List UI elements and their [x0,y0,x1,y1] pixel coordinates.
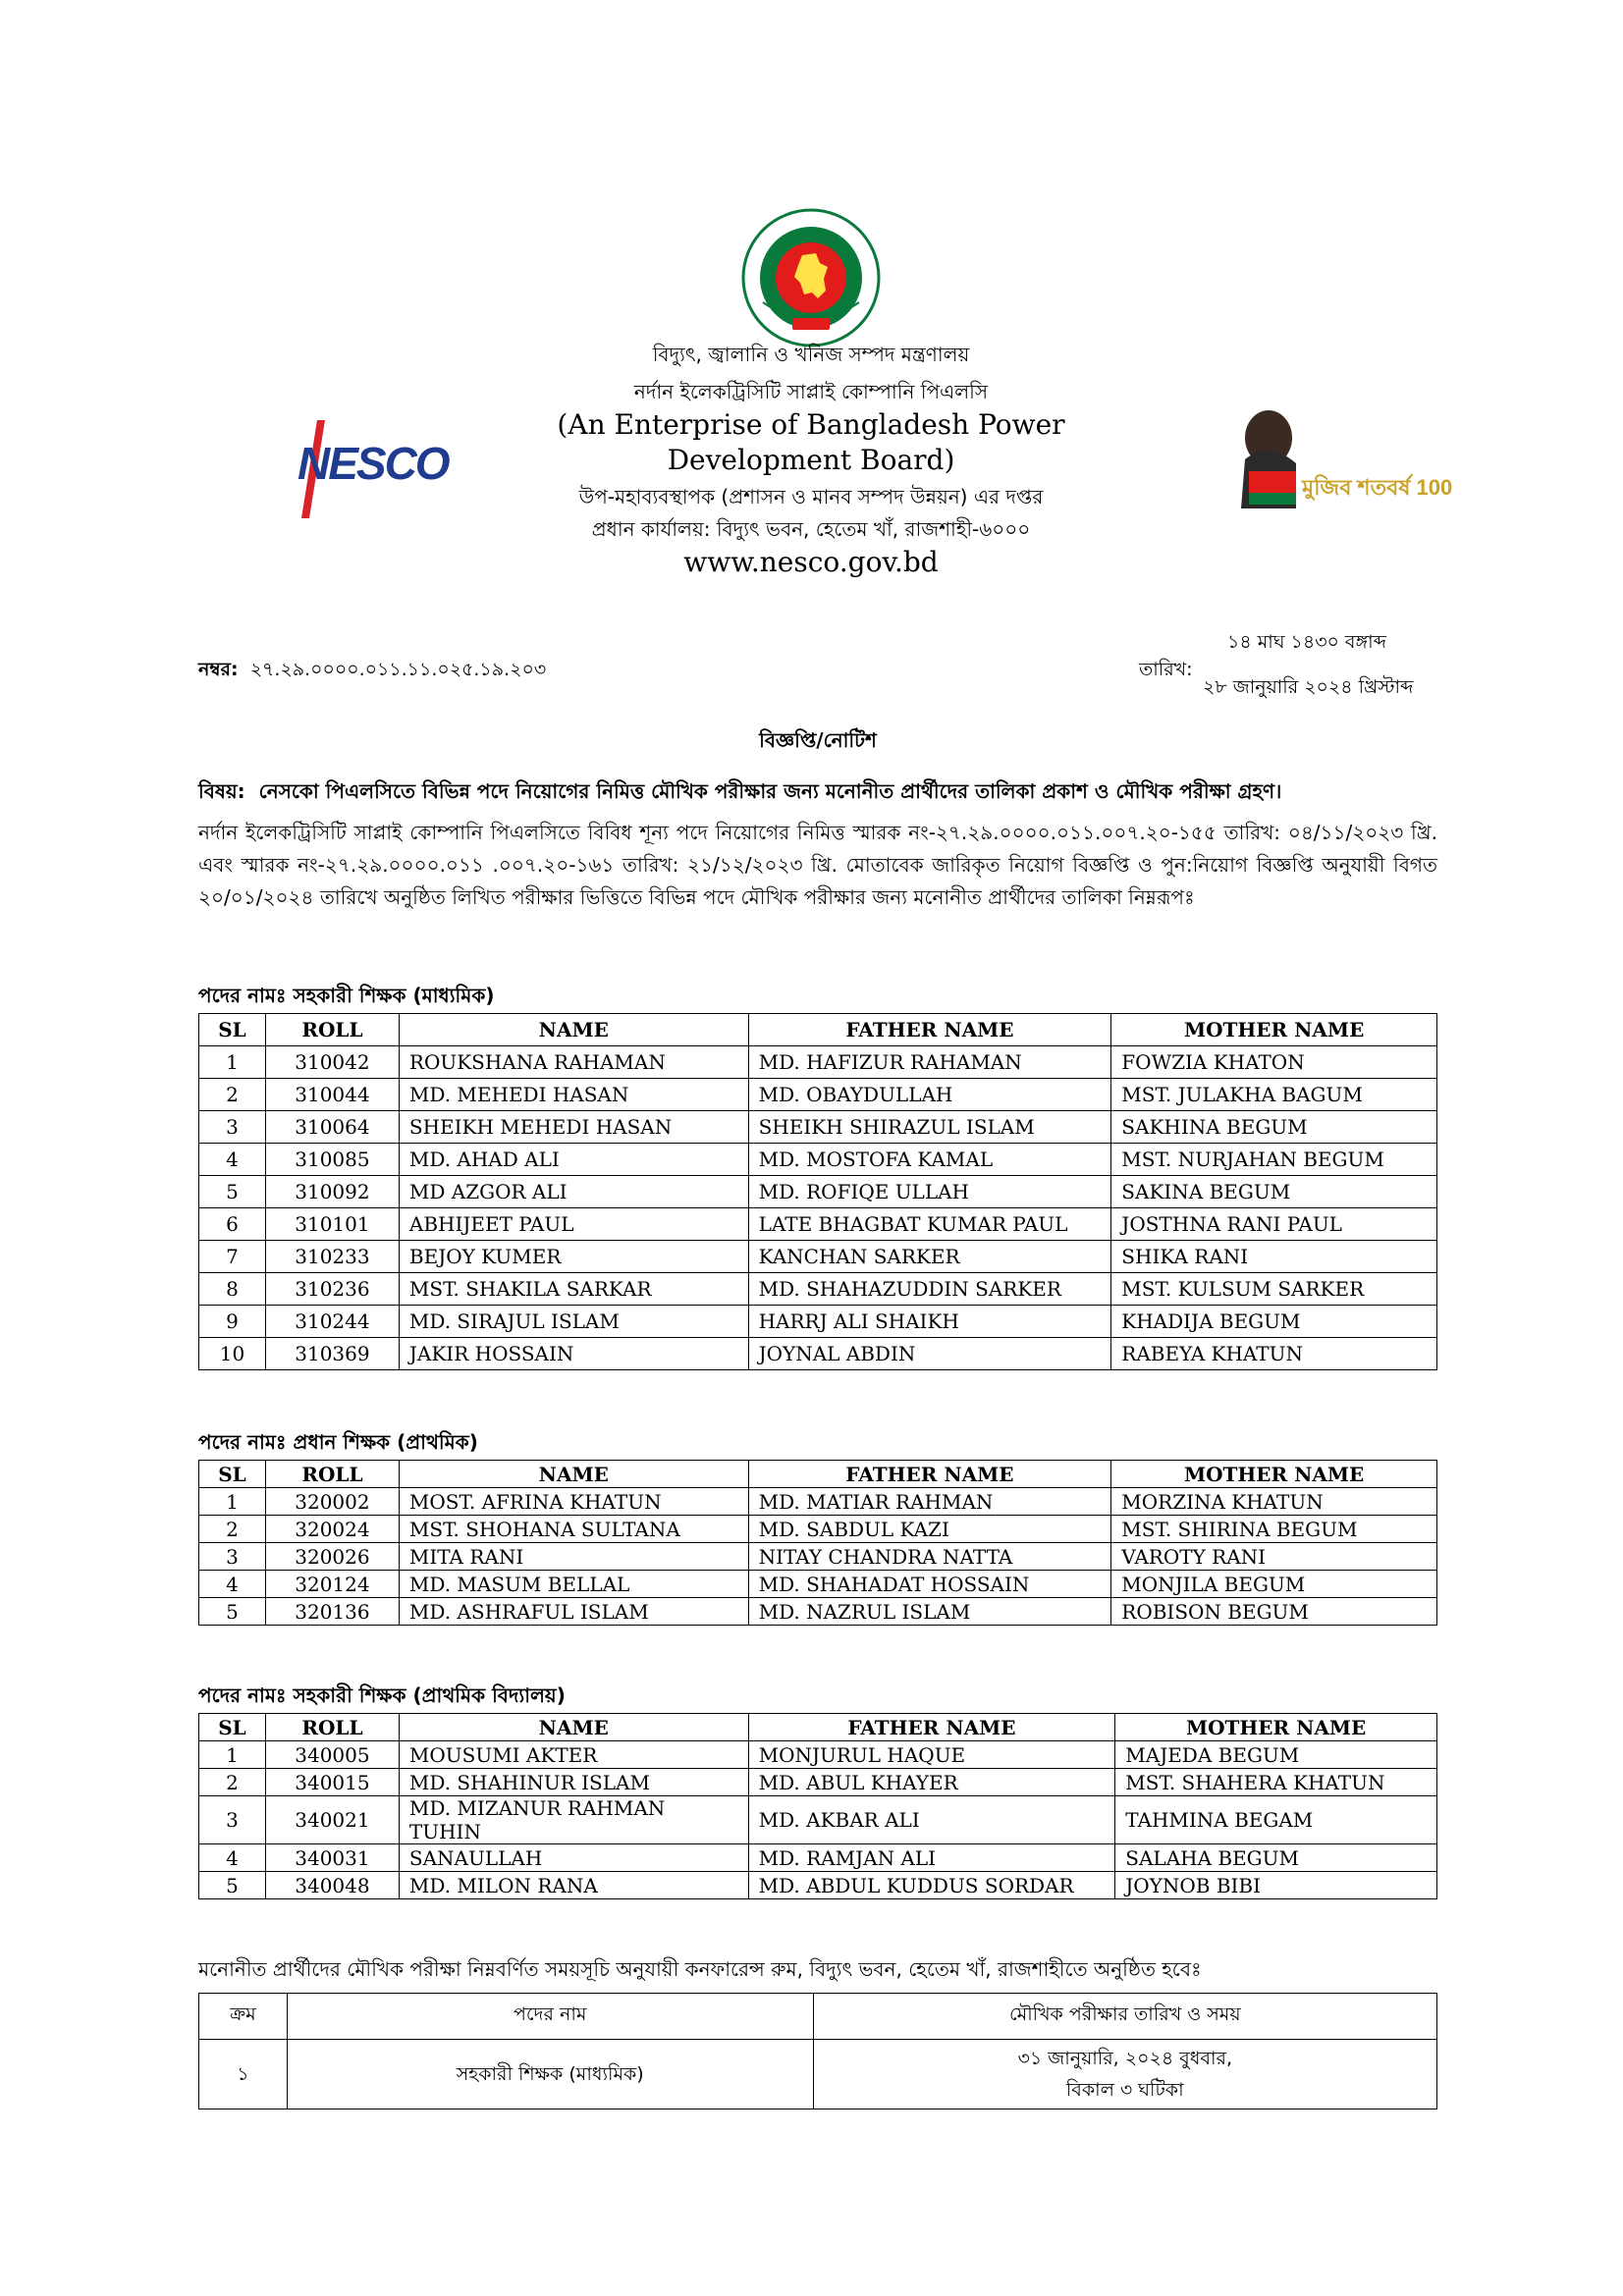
table-body [199,1488,1437,1626]
table-header-row [199,1014,1437,1046]
enterprise-line-1: (An Enterprise of Bangladesh Power [557,408,1065,441]
cell-name: MOST. AFRINA KHATUN [399,1488,748,1516]
cell-mother-name: MONJILA BEGUM [1111,1571,1437,1598]
cell-father-name: JOYNAL ABDIN [748,1338,1111,1370]
cell-father-name: SHEIKH SHIRAZUL ISLAM [748,1111,1111,1144]
cell-sl: 4 [199,1571,266,1598]
cell-roll: 310101 [265,1208,399,1241]
enterprise-line-2: Development Board) [667,444,955,476]
cell-sl: 1 [199,1046,266,1079]
table-row [199,1208,1437,1241]
cell-father-name: MD. SHAHADAT HOSSAIN [748,1571,1111,1598]
cell-roll: 310044 [265,1079,399,1111]
col-roll: ROLL [265,1461,399,1488]
cell-sl: 8 [199,1273,266,1306]
cell-name: JAKIR HOSSAIN [399,1338,748,1370]
cell-name: ABHIJEET PAUL [399,1208,748,1241]
cell-father-name: MONJURUL HAQUE [748,1741,1115,1769]
sched-sl: ১ [199,2040,288,2109]
cell-sl: 2 [199,1769,266,1796]
cell-father-name: MD. ROFIQE ULLAH [748,1176,1111,1208]
candidate-table-2 [198,1460,1437,1626]
memo-number [198,656,546,687]
cell-roll: 310233 [265,1241,399,1273]
mujib-logo-text: মুজিব শতবর্ষ 100 [1302,475,1453,500]
cell-sl: 5 [199,1176,266,1208]
col-sl: SL [199,1714,266,1741]
cell-sl: 3 [199,1111,266,1144]
table-row [199,1844,1437,1872]
col-roll: ROLL [265,1014,399,1046]
sched-date: ৩১ জানুয়ারি, ২০২৪ বুধবার, [1017,2048,1232,2069]
cell-sl: 3 [199,1543,266,1571]
date-gregorian: ২৮ জানুয়ারি ২০২৪ খ্রিস্টাব্দ [1203,676,1414,698]
candidate-table-1 [198,1013,1437,1370]
notice-body: নর্দান ইলেকট্রিসিটি সাপ্লাই কোম্পানি পিএলসিতে বিবিধ শূন্য পদে নিয়োগের নিমিত্ত স্মারক নং-২৭.২৯.০০০০.০১১.০০৭.২০-১৫৫ তারিখ: ০৪/১১/২০২৩ খ্রি. এবং স্মারক নং-২৭.২৯.০০০০.০১১ .০০৭.২০-১৬১ তারিখ: ২১/১২/২০২৩ খ্রি. মোতাবেক জারিকৃত নিয়োগ বিজ্ঞপ্তি ও পুন:নিয়োগ বিজ্ঞপ্তি অনুযায়ী বিগত ২০/০১/২০২৪ তারিখে অনুষ্ঠিত লিখিত পরীক্ষার ভিত্তিতে বিভিন্ন পদে মৌখিক পরীক্ষার জন্য মনোনীত প্রার্থীদের তালিকা নিম্নরূপঃ [198,821,1437,909]
table-row [199,1741,1437,1769]
office-name: উপ-মহাব্যবস্থাপক (প্রশাসন ও মানব সম্পদ উন্নয়ন) এর দপ্তর [578,485,1044,508]
date-label: তারিখ: [1139,659,1193,680]
col-name: NAME [399,1014,748,1046]
cell-roll: 310064 [265,1111,399,1144]
cell-father-name: MD. RAMJAN ALI [748,1844,1115,1872]
cell-name: MD. SIRAJUL ISLAM [399,1306,748,1338]
cell-mother-name: JOSTHNA RANI PAUL [1111,1208,1437,1241]
candidate-table-3 [198,1713,1437,1899]
notice-subject [198,777,1437,810]
cell-name: MD. MEHEDI HASAN [399,1079,748,1111]
cell-roll: 310369 [265,1338,399,1370]
col-name: NAME [399,1461,748,1488]
company-name-bn: নর্দান ইলেকট্রিসিটি সাপ্লাই কোম্পানি পিএলসি [633,380,989,403]
col-roll: ROLL [265,1714,399,1741]
website-link[interactable]: www.nesco.gov.bd [683,546,939,578]
table-row [199,1796,1437,1844]
cell-father-name: MD. MOSTOFA KAMAL [748,1144,1111,1176]
col-name: NAME [399,1714,748,1741]
cell-sl: 7 [199,1241,266,1273]
table-row [199,1079,1437,1111]
cell-mother-name: MST. KULSUM SARKER [1111,1273,1437,1306]
memo-label: নম্বর: [198,659,239,680]
table-row [199,1046,1437,1079]
cell-name: MST. SHOHANA SULTANA [399,1516,748,1543]
post-title-3: পদের নামঃ সহকারী শিক্ষক (প্রাথমিক বিদ্যালয়) [198,1683,566,1707]
table-row [199,1338,1437,1370]
cell-mother-name: MST. NURJAHAN BEGUM [1111,1144,1437,1176]
cell-father-name: MD. NAZRUL ISLAM [748,1598,1111,1626]
cell-roll: 310236 [265,1273,399,1306]
cell-father-name: KANCHAN SARKER [748,1241,1111,1273]
col-mother-name: MOTHER NAME [1111,1014,1437,1046]
cell-father-name: MD. AKBAR ALI [748,1796,1115,1844]
cell-sl: 2 [199,1516,266,1543]
cell-mother-name: FOWZIA KHATON [1111,1046,1437,1079]
notice-title: বিজ্ঞপ্তি/নোটিশ [759,728,877,752]
cell-father-name: MD. MATIAR RAHMAN [748,1488,1111,1516]
table-header-row [199,1461,1437,1488]
cell-sl: 6 [199,1208,266,1241]
date-bangla: ১৪ মাঘ ১৪৩০ বঙ্গাব্দ [1227,631,1386,653]
table-row [199,1306,1437,1338]
col-mother-name: MOTHER NAME [1115,1714,1437,1741]
cell-sl: 4 [199,1844,266,1872]
cell-mother-name: MORZINA KHATUN [1111,1488,1437,1516]
cell-father-name: MD. OBAYDULLAH [748,1079,1111,1111]
cell-roll: 320024 [265,1516,399,1543]
cell-father-name: MD. SABDUL KAZI [748,1516,1111,1543]
table-row [199,1111,1437,1144]
cell-mother-name: SAKHINA BEGUM [1111,1111,1437,1144]
cell-roll: 340005 [265,1741,399,1769]
cell-mother-name: MST. JULAKHA BAGUM [1111,1079,1437,1111]
table-row [199,1516,1437,1543]
cell-mother-name: RABEYA KHATUN [1111,1338,1437,1370]
cell-name: MD AZGOR ALI [399,1176,748,1208]
col-sl: SL [199,1461,266,1488]
cell-name: MD. MILON RANA [399,1872,748,1899]
table-row [199,1769,1437,1796]
cell-father-name: HARRJ ALI SHAIKH [748,1306,1111,1338]
schedule-table [198,1993,1437,2109]
table-row [199,1273,1437,1306]
cell-name: MD. AHAD ALI [399,1144,748,1176]
cell-roll: 320136 [265,1598,399,1626]
subject-label: বিষয়: [198,779,245,803]
cell-name: MD. ASHRAFUL ISLAM [399,1598,748,1626]
cell-mother-name: VAROTY RANI [1111,1543,1437,1571]
cell-father-name: MD. ABUL KHAYER [748,1769,1115,1796]
mujib-centenary-logo-icon [1227,400,1453,516]
cell-sl: 2 [199,1079,266,1111]
nesco-logo-icon [290,402,449,520]
col-father-name: FATHER NAME [748,1461,1111,1488]
table-header-row [199,1714,1437,1741]
ministry-name: বিদ্যুৎ, জ্বালানি ও খনিজ সম্পদ মন্ত্রণালয় [652,343,970,366]
cell-name: MOUSUMI AKTER [399,1741,748,1769]
post-title-2: পদের নামঃ প্রধান শিক্ষক (প্রাথমিক) [198,1430,478,1454]
sched-col-datetime: মৌখিক পরীক্ষার তারিখ ও সময় [813,1994,1437,2040]
cell-mother-name: MST. SHAHERA KHATUN [1115,1769,1437,1796]
cell-name: ROUKSHANA RAHAMAN [399,1046,748,1079]
cell-name: MST. SHAKILA SARKAR [399,1273,748,1306]
cell-roll: 310085 [265,1144,399,1176]
sched-datetime [813,2040,1437,2109]
cell-name: SHEIKH MEHEDI HASAN [399,1111,748,1144]
table-row [199,1872,1437,1899]
sched-col-sl: ক্রম [199,1994,288,2040]
schedule-intro: মনোনীত প্রার্থীদের মৌখিক পরীক্ষা নিম্নবর্ণিত সময়সূচি অনুযায়ী কনফারেন্স রুম, বিদ্যুৎ ভবন, হেতেম খাঁ, রাজশাহীতে অনুষ্ঠিত হবেঃ [198,1957,1202,1981]
table-row [199,1144,1437,1176]
table-row [199,1176,1437,1208]
post-title-1: পদের নামঃ সহকারী শিক্ষক (মাধ্যমিক) [198,984,495,1007]
cell-roll: 320002 [265,1488,399,1516]
government-seal-icon [741,208,881,347]
cell-mother-name: MST. SHIRINA BEGUM [1111,1516,1437,1543]
cell-sl: 4 [199,1144,266,1176]
cell-father-name: LATE BHAGBAT KUMAR PAUL [748,1208,1111,1241]
cell-roll: 310244 [265,1306,399,1338]
cell-mother-name: SHIKA RANI [1111,1241,1437,1273]
table-row [199,1571,1437,1598]
table-body [199,1046,1437,1370]
cell-mother-name: SAKINA BEGUM [1111,1176,1437,1208]
cell-roll: 320124 [265,1571,399,1598]
cell-sl: 1 [199,1488,266,1516]
cell-father-name: MD. HAFIZUR RAHAMAN [748,1046,1111,1079]
subject-text: নেসকো পিএলসিতে বিভিন্ন পদে নিয়োগের নিমিত্ত মৌখিক পরীক্ষার জন্য মনোনীত প্রার্থীদের তালিকা প্রকাশ ও মৌখিক পরীক্ষা গ্রহণ। [258,779,1282,803]
sched-col-post: পদের নাম [287,1994,813,2040]
cell-mother-name: KHADIJA BEGUM [1111,1306,1437,1338]
table-body [199,1741,1437,1899]
cell-roll: 310042 [265,1046,399,1079]
cell-roll: 320026 [265,1543,399,1571]
cell-roll: 310092 [265,1176,399,1208]
cell-sl: 5 [199,1872,266,1899]
cell-roll: 340048 [265,1872,399,1899]
sched-time: বিকাল ৩ ঘটিকা [1065,2079,1184,2101]
cell-name: SANAULLAH [399,1844,748,1872]
table-row [199,1488,1437,1516]
cell-name: MD. SHAHINUR ISLAM [399,1769,748,1796]
memo-number-value: ২৭.২৯.০০০০.০১১.১১.০২৫.১৯.২০৩ [249,659,547,680]
cell-name: MITA RANI [399,1543,748,1571]
cell-mother-name: MAJEDA BEGUM [1115,1741,1437,1769]
cell-father-name: NITAY CHANDRA NATTA [748,1543,1111,1571]
cell-sl: 1 [199,1741,266,1769]
head-office-address: প্রধান কার্যালয়: বিদ্যুৎ ভবন, হেতেম খাঁ, রাজশাহী-৬০০০ [591,517,1031,541]
cell-name: BEJOY KUMER [399,1241,748,1273]
cell-mother-name: SALAHA BEGUM [1115,1844,1437,1872]
col-mother-name: MOTHER NAME [1111,1461,1437,1488]
cell-father-name: MD. SHAHAZUDDIN SARKER [748,1273,1111,1306]
cell-sl: 5 [199,1598,266,1626]
cell-sl: 3 [199,1796,266,1844]
schedule-header-row [199,1994,1437,2040]
cell-sl: 10 [199,1338,266,1370]
cell-mother-name: ROBISON BEGUM [1111,1598,1437,1626]
cell-sl: 9 [199,1306,266,1338]
schedule-row [199,2040,1437,2109]
cell-mother-name: TAHMINA BEGAM [1115,1796,1437,1844]
sched-post: সহকারী শিক্ষক (মাধ্যমিক) [287,2040,813,2109]
cell-name: MD. MIZANUR RAHMAN TUHIN [399,1796,748,1844]
table-row [199,1598,1437,1626]
table-row [199,1543,1437,1571]
cell-mother-name: JOYNOB BIBI [1115,1872,1437,1899]
cell-roll: 340021 [265,1796,399,1844]
cell-name: MD. MASUM BELLAL [399,1571,748,1598]
col-father-name: FATHER NAME [748,1014,1111,1046]
cell-roll: 340031 [265,1844,399,1872]
cell-father-name: MD. ABDUL KUDDUS SORDAR [748,1872,1115,1899]
col-father-name: FATHER NAME [748,1714,1115,1741]
nesco-logo-text: NESCO [298,438,449,489]
cell-roll: 340015 [265,1769,399,1796]
table-row [199,1241,1437,1273]
col-sl: SL [199,1014,266,1046]
